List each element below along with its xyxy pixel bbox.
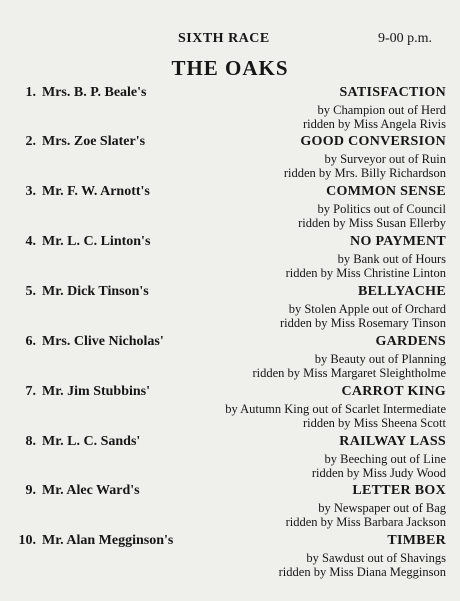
entry-number: 9. xyxy=(25,483,36,498)
breeding-line: by Newspaper out of Bag xyxy=(318,501,446,515)
breeding-line: by Politics out of Council xyxy=(317,202,446,216)
horse-name: BELLYACHE xyxy=(357,284,446,299)
race-entry xyxy=(0,85,460,137)
owner-name: Mr. Dick Tinson's xyxy=(42,284,149,299)
owner-name: Mr. L. C. Sands' xyxy=(42,434,141,449)
rider-line: ridden by Miss Margaret Sleightholme xyxy=(252,366,446,380)
horse-name: RAILWAY LASS xyxy=(339,434,446,449)
race-entry xyxy=(0,434,460,486)
breeding-line: by Sawdust out of Shavings xyxy=(306,551,446,565)
entry-number: 1. xyxy=(25,85,36,100)
rider-line: ridden by Miss Rosemary Tinson xyxy=(280,316,446,330)
horse-name: CARROT KING xyxy=(341,384,446,399)
race-entry xyxy=(0,384,460,436)
breeding-line: by Autumn King out of Scarlet Intermediate xyxy=(225,402,446,416)
horse-name: NO PAYMENT xyxy=(350,234,446,249)
race-entry xyxy=(0,533,460,585)
rider-line: ridden by Miss Christine Linton xyxy=(285,266,446,280)
breeding-line: by Surveyor out of Ruin xyxy=(324,152,446,166)
breeding-line: by Bank out of Hours xyxy=(337,252,446,266)
breeding-line: by Beeching out of Line xyxy=(324,452,446,466)
race-time: 9-00 p.m. xyxy=(378,31,433,46)
rider-line: ridden by Miss Angela Rivis xyxy=(302,117,446,131)
entry-number: 5. xyxy=(25,284,36,299)
owner-name: Mrs. Zoe Slater's xyxy=(42,134,146,149)
rider-line: ridden by Miss Sheena Scott xyxy=(302,416,446,430)
horse-name: LETTER BOX xyxy=(352,483,446,498)
horse-name: GOOD CONVERSION xyxy=(300,134,446,149)
entry-number: 8. xyxy=(25,434,36,449)
entry-number: 3. xyxy=(25,184,36,199)
owner-name: Mrs. Clive Nicholas' xyxy=(42,334,164,349)
rider-line: ridden by Miss Susan Ellerby xyxy=(298,216,446,230)
entry-number: 6. xyxy=(25,334,36,349)
owner-name: Mr. F. W. Arnott's xyxy=(42,184,150,199)
rider-line: ridden by Miss Barbara Jackson xyxy=(285,515,446,529)
race-entry xyxy=(0,284,460,336)
owner-name: Mr. L. C. Linton's xyxy=(42,234,151,249)
owner-name: Mr. Alan Megginson's xyxy=(42,533,174,548)
breeding-line: by Stolen Apple out of Orchard xyxy=(288,302,446,316)
race-entry xyxy=(0,134,460,186)
race-heading: SIXTH RACE xyxy=(178,31,270,46)
race-entry xyxy=(0,483,460,535)
owner-name: Mrs. B. P. Beale's xyxy=(42,85,147,100)
horse-name: SATISFACTION xyxy=(339,85,446,100)
owner-name: Mr. Alec Ward's xyxy=(42,483,140,498)
horse-name: GARDENS xyxy=(375,334,446,349)
race-entry xyxy=(0,334,460,386)
rider-line: ridden by Miss Diana Megginson xyxy=(278,565,446,579)
horse-name: TIMBER xyxy=(387,533,446,548)
entry-number: 2. xyxy=(25,134,36,149)
breeding-line: by Champion out of Herd xyxy=(317,103,446,117)
owner-name: Mr. Jim Stubbins' xyxy=(42,384,151,399)
race-entry xyxy=(0,184,460,236)
rider-line: ridden by Mrs. Billy Richardson xyxy=(283,166,446,180)
horse-name: COMMON SENSE xyxy=(326,184,446,199)
race-entry xyxy=(0,234,460,286)
breeding-line: by Beauty out of Planning xyxy=(314,352,446,366)
entry-number: 10. xyxy=(18,533,36,548)
rider-line: ridden by Miss Judy Wood xyxy=(311,466,446,480)
race-title: THE OAKS xyxy=(171,56,289,80)
entry-number: 7. xyxy=(25,384,36,399)
entry-number: 4. xyxy=(25,234,36,249)
